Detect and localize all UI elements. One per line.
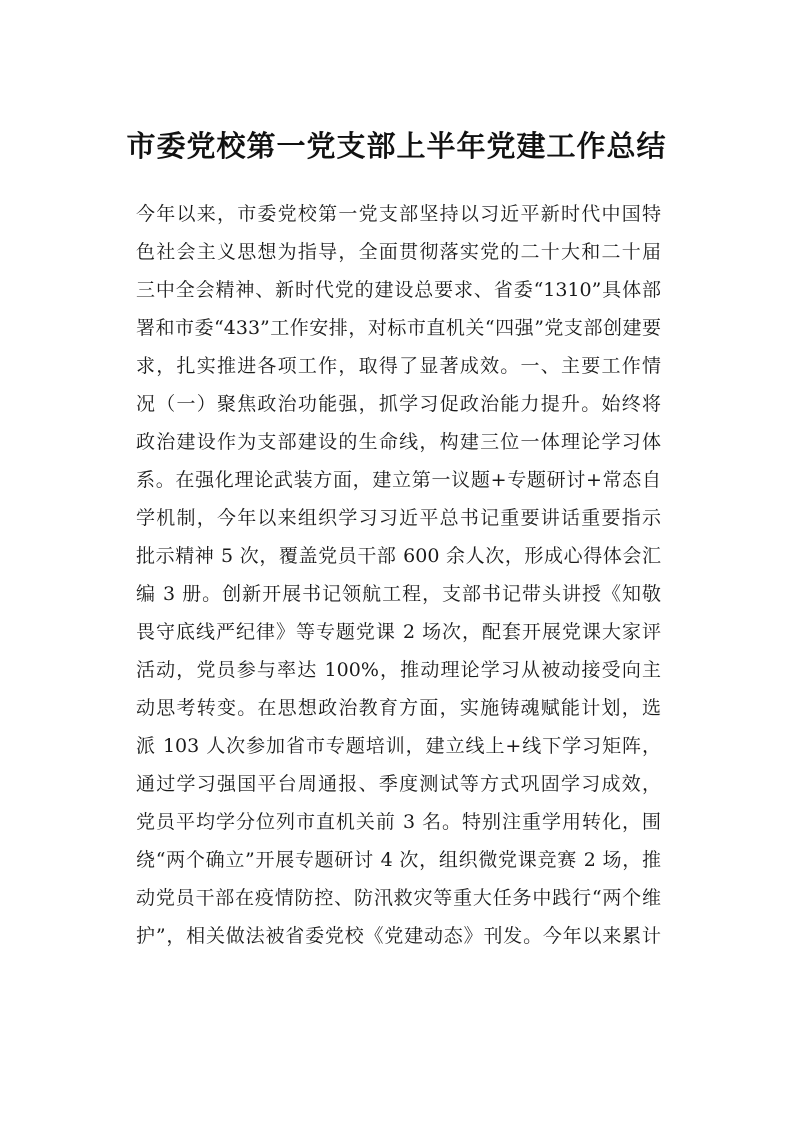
body-line: 动思考转变。在思想政治教育方面，实施铸魂赋能计划，选 [136,697,661,719]
document-body [136,195,661,955]
body-line: 护”，相关做法被省委党校《党建动态》刊发。今年以来累计 [136,925,661,947]
body-line: 批示精神 5 次，覆盖党员干部 600 余人次，形成心得体会汇 [136,545,661,567]
body-line: 通过学习强国平台周通报、季度测试等方式巩固学习成效， [136,773,661,795]
body-line: 色社会主义思想为指导，全面贯彻落实党的二十大和二十届 [136,241,661,263]
body-line: 绕“两个确立”开展专题研讨 4 次，组织微党课竞赛 2 场，推 [136,849,661,871]
body-line: 今年以来，市委党校第一党支部坚持以习近平新时代中国特 [136,203,661,225]
body-line: 系。在强化理论武装方面，建立第一议题+专题研讨+常态自 [136,469,661,491]
body-line: 党员平均学分位列市直机关前 3 名。特别注重学用转化，围 [136,811,661,833]
body-line: 动党员干部在疫情防控、防汛救灾等重大任务中践行“两个维 [136,887,661,909]
document-title: 市委党校第一党支部上半年党建工作总结 [126,129,667,163]
body-line: 派 103 人次参加省市专题培训，建立线上+线下学习矩阵， [136,735,661,757]
body-line: 署和市委“433”工作安排，对标市直机关“四强”党支部创建要 [136,317,661,339]
body-line: 况（一）聚焦政治功能强，抓学习促政治能力提升。始终将 [136,393,661,415]
body-line: 活动，党员参与率达 100%，推动理论学习从被动接受向主 [136,659,661,681]
body-line: 求，扎实推进各项工作，取得了显著成效。一、主要工作情 [136,355,661,377]
body-line: 畏守底线严纪律》等专题党课 2 场次，配套开展党课大家评 [136,621,661,643]
body-line: 政治建设作为支部建设的生命线，构建三位一体理论学习体 [136,431,661,453]
body-line: 编 3 册。创新开展书记领航工程，支部书记带头讲授《知敬 [136,583,661,605]
body-line: 学机制，今年以来组织学习习近平总书记重要讲话重要指示 [136,507,661,529]
body-line: 三中全会精神、新时代党的建设总要求、省委“1310”具体部 [136,279,661,301]
